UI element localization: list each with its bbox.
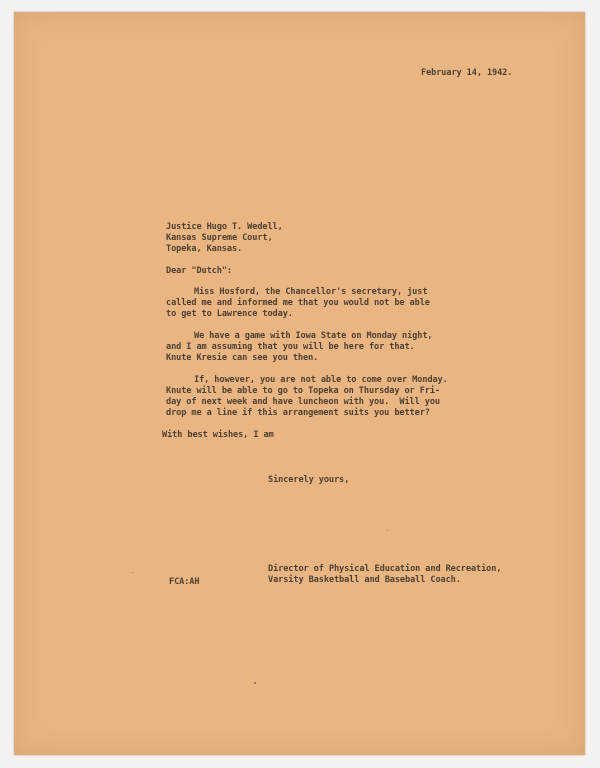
- recipient-name: Justice Hugo T. Wedell,: [166, 222, 283, 232]
- typist-initials: FCA:AH: [169, 577, 200, 587]
- paragraph2-line2: and I am assuming that you will be here for that.: [166, 342, 415, 352]
- recipient-court: Kansas Supreme Court,: [166, 233, 273, 243]
- signer-title-line2: Varsity Basketball and Baseball Coach.: [268, 575, 461, 585]
- paper-speck: [254, 682, 256, 684]
- letter-date: February 14, 1942.: [421, 68, 513, 78]
- paragraph3-line1: If, however, you are not able to come over Monday.: [194, 375, 448, 385]
- paragraph2-line3: Knute Kresie can see you then.: [166, 353, 319, 363]
- signoff: Sincerely yours,: [268, 475, 350, 485]
- salutation: Dear "Dutch":: [166, 266, 232, 276]
- recipient-city: Topeka, Kansas.: [166, 244, 243, 254]
- paragraph3-line3: day of next week and have luncheon with you. Will you: [166, 397, 440, 407]
- paragraph2-line1: We have a game with Iowa State on Monday night,: [194, 331, 433, 341]
- paragraph3-line4: drop me a line if this arrangement suits you better?: [166, 408, 430, 418]
- paragraph1-line1: Miss Hosford, the Chancellor's secretary, just: [194, 287, 428, 297]
- paragraph1-line3: to get to Lawrence today.: [166, 309, 293, 319]
- letter-page: [14, 12, 585, 755]
- closing-wishes: With best wishes, I am: [162, 430, 274, 440]
- paper-speck: [132, 572, 133, 573]
- paragraph1-line2: called me and informed me that you would not be able: [166, 298, 430, 308]
- paper-speck: [387, 530, 388, 531]
- paragraph3-line2: Knute will be able to go to Topeka on Thursday or Fri-: [166, 386, 440, 396]
- signer-title-line1: Director of Physical Education and Recreation,: [268, 564, 502, 574]
